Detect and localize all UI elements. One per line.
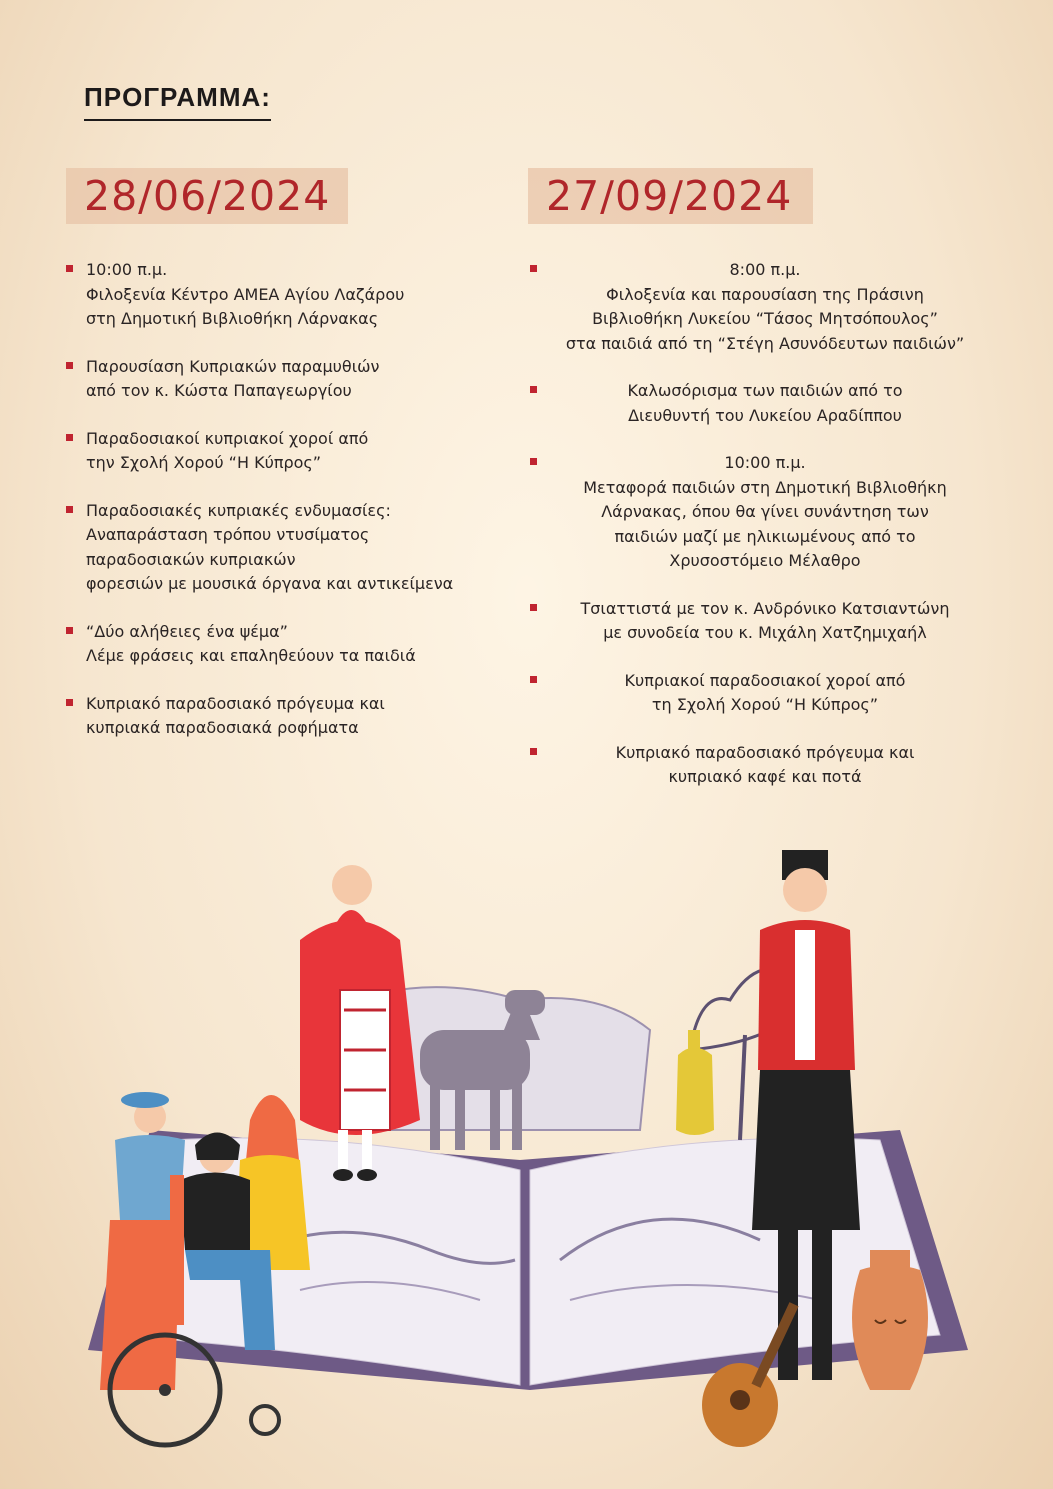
- schedule-line: 10:00 π.μ.: [86, 260, 168, 279]
- schedule-line: Λάρνακας, όπου θα γίνει συνάντηση των: [601, 502, 929, 521]
- schedule-line: Διευθυντή του Λυκείου Αραδίππου: [628, 405, 902, 425]
- schedule-line: Φιλοξενία Κέντρο ΑΜΕΑ Αγίου Λαζάρου: [86, 284, 405, 304]
- schedule-line: κυπριακά παραδοσιακά ροφήματα: [86, 718, 359, 737]
- bullet-icon: [530, 748, 537, 755]
- page-title: ΠΡΟΓΡΑΜΜΑ:: [84, 82, 271, 121]
- bullet-icon: [530, 604, 537, 611]
- schedule-line: Λέμε φράσεις και επαληθεύουν τα παιδιά: [86, 646, 416, 665]
- schedule-item: [530, 669, 1020, 718]
- schedule-line: τη Σχολή Χορού “Η Κύπρος”: [651, 695, 879, 714]
- bullet-icon: [66, 699, 73, 706]
- date-left: 28/06/2024: [66, 168, 348, 224]
- schedule-line: Αναπαράσταση τρόπου ντυσίματος: [86, 525, 370, 544]
- schedule-item: [66, 427, 516, 476]
- schedule-item: [66, 355, 516, 404]
- schedule-line: με συνοδεία του κ. Μιχάλη Χατζημιχαήλ: [603, 623, 927, 642]
- schedule-line: Κυπριακοί παραδοσιακοί χοροί από: [624, 670, 906, 690]
- schedule-left: [66, 258, 516, 764]
- schedule-line: κυπριακό καφέ και ποτά: [668, 767, 862, 786]
- bullet-icon: [66, 434, 73, 441]
- schedule-line: 8:00 π.μ.: [729, 260, 801, 279]
- bullet-icon: [530, 458, 537, 465]
- schedule-line: Παραδοσιακές κυπριακές ενδυμασίες:: [86, 500, 391, 520]
- schedule-line: παιδιών μαζί με ηλικιωμένους από το: [614, 526, 916, 546]
- schedule-line: Βιβλιοθήκη Λυκείου “Τάσος Μητσόπουλος”: [592, 309, 938, 328]
- schedule-line: 10:00 π.μ.: [724, 453, 806, 472]
- schedule-line: στη Δημοτική Βιβλιοθήκη Λάρνακας: [86, 309, 379, 328]
- schedule-line: Κυπριακό παραδοσιακό πρόγευμα και: [86, 693, 385, 713]
- schedule-line: Μεταφορά παιδιών στη Δημοτική Βιβλιοθήκη: [583, 477, 947, 497]
- schedule-line: Τσιαττιστά με τον κ. Ανδρόνικο Κατσιαντώνη: [580, 598, 950, 618]
- schedule-item: [530, 451, 1020, 574]
- schedule-item: [66, 258, 516, 332]
- schedule-right: [530, 258, 1020, 813]
- bottle-icon: [676, 1030, 714, 1135]
- schedule-line: Φιλοξενία και παρουσίαση της Πράσινη: [606, 284, 924, 304]
- schedule-item: [530, 379, 1020, 428]
- schedule-item: [66, 499, 516, 597]
- bullet-icon: [66, 362, 73, 369]
- schedule-item: [66, 620, 516, 669]
- schedule-line: φορεσιών με μουσικά όργανα και αντικείμενα: [86, 574, 454, 593]
- bullet-icon: [530, 676, 537, 683]
- schedule-line: την Σχολή Χορού “Η Κύπρος”: [86, 453, 322, 472]
- illustration: [0, 830, 1053, 1489]
- bullet-icon: [530, 386, 537, 393]
- wheelchair-group-icon: [100, 1092, 310, 1445]
- bullet-icon: [66, 265, 73, 272]
- schedule-line: Κυπριακό παραδοσιακό πρόγευμα και: [615, 742, 915, 762]
- schedule-line: Παρουσίαση Κυπριακών παραμυθιών: [86, 356, 380, 376]
- woman-red-costume-icon: [300, 865, 420, 1181]
- date-right: 27/09/2024: [528, 168, 813, 224]
- bullet-icon: [530, 265, 537, 272]
- schedule-line: “Δύο αλήθειες ένα ψέμα”: [86, 621, 288, 641]
- schedule-item: [530, 258, 1020, 356]
- schedule-line: Παραδοσιακοί κυπριακοί χοροί από: [86, 428, 369, 448]
- bullet-icon: [66, 506, 73, 513]
- schedule-item: [530, 741, 1020, 790]
- schedule-line: παραδοσιακών κυπριακών: [86, 549, 296, 569]
- schedule-item: [530, 597, 1020, 646]
- jar-icon: [852, 1250, 928, 1390]
- schedule-line: στα παιδιά από τη “Στέγη Ασυνόδευτων παιδιών”: [565, 333, 965, 353]
- bullet-icon: [66, 627, 73, 634]
- schedule-item: [66, 692, 516, 741]
- schedule-line: από τον κ. Κώστα Παπαγεωργίου: [86, 381, 352, 400]
- schedule-line: Χρυσοστόμειο Μέλαθρο: [669, 551, 861, 570]
- schedule-line: Καλωσόρισμα των παιδιών από το: [627, 381, 903, 400]
